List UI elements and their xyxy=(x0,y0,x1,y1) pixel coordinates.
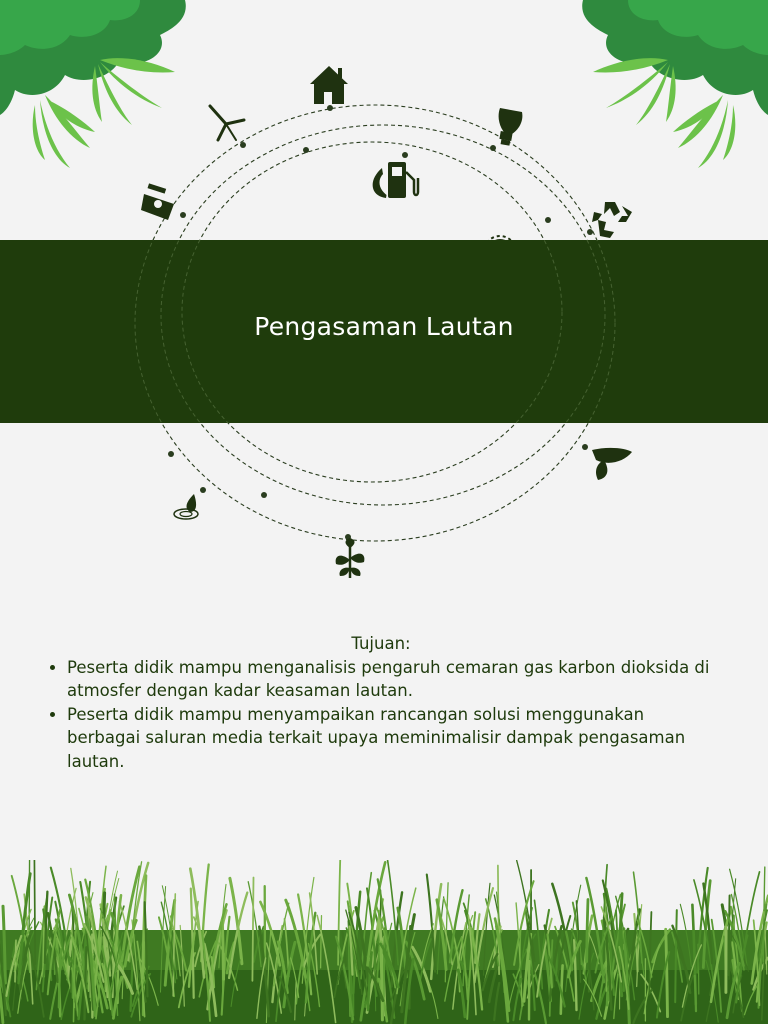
water-drop-icon xyxy=(174,494,198,519)
goals-list xyxy=(46,656,716,774)
sprout-icon xyxy=(336,538,365,578)
goal-item: • Peserta didik mampu menganalisis pengaruh cemaran gas karbon dioksida di atmosfer dengan kadar keasaman lautan. xyxy=(67,656,716,703)
goal-item: • Peserta didik mampu menyampaikan rancangan solusi menggunakan berbagai saluran media terkait upaya meminimalisir dampak pengasaman lautan. xyxy=(67,703,716,774)
page-title: Pengasaman Lautan xyxy=(254,312,514,341)
wind-turbine-icon xyxy=(210,106,244,140)
light-bulb-icon xyxy=(499,108,523,146)
house-icon xyxy=(310,66,348,104)
goals-section xyxy=(46,632,716,773)
grass-border xyxy=(0,860,768,1024)
recycle-icon xyxy=(592,202,632,238)
leaf-icon xyxy=(592,448,632,480)
recycle-bin-icon xyxy=(141,183,174,220)
goals-heading: Tujuan: xyxy=(351,634,411,653)
fuel-pump-leaf-icon xyxy=(373,162,418,198)
